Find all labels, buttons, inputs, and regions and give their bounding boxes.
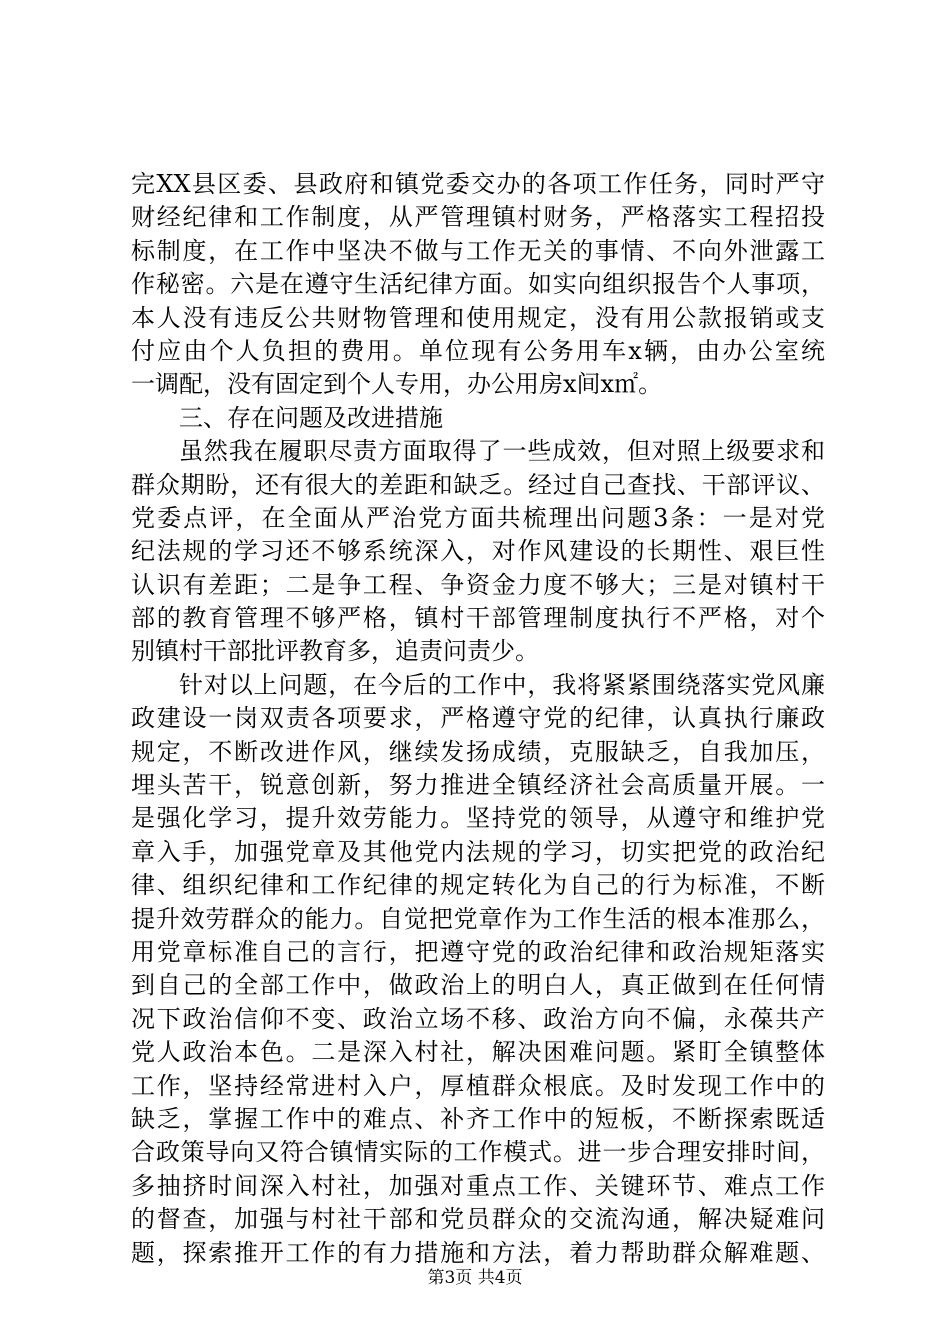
text-line: 作秘密。六是在遵守生活纪律方面。如实向组织报告个人事项， bbox=[131, 270, 825, 299]
text-line: 财经纪律和工作制度，从严管理镇村财务，严格落实工程招投 bbox=[131, 203, 825, 232]
text-line: 到自己的全部工作中，做政治上的明白人，真正做到在任何情 bbox=[131, 971, 825, 1000]
text-line: 埋头苦干，锐意创新，努力推进全镇经济社会高质量开展。一 bbox=[131, 771, 825, 800]
text-line: 规定，不断改进作风，继续发扬成绩，克服缺乏，自我加压， bbox=[131, 737, 825, 766]
text-line: 合政策导向又符合镇情实际的工作模式。进一步合理安排时间， bbox=[131, 1138, 825, 1167]
body-text bbox=[131, 168, 825, 1270]
text-line: 律、组织纪律和工作纪律的规定转化为自己的行为标准，不断 bbox=[131, 871, 825, 900]
text-line: 针对以上问题，在今后的工作中，我将紧紧围绕落实党风廉 bbox=[179, 670, 825, 699]
text-line: 党委点评，在全面从严治党方面共梳理出问题3条：一是对党 bbox=[131, 503, 825, 532]
text-line: 虽然我在履职尽责方面取得了一些成效，但对照上级要求和 bbox=[179, 437, 825, 466]
text-line: 缺乏，掌握工作中的难点、补齐工作中的短板，不断探索既适 bbox=[131, 1104, 825, 1133]
text-line: 一调配，没有固定到个人专用，办公用房x间x㎡。 bbox=[131, 370, 663, 399]
text-line: 章入手，加强党章及其他党内法规的学习，切实把党的政治纪 bbox=[131, 837, 825, 866]
text-line: 况下政治信仰不变、政治立场不移、政治方向不偏，永葆共产 bbox=[131, 1004, 825, 1033]
text-line: 工作，坚持经常进村入户，厚植群众根底。及时发现工作中的 bbox=[131, 1071, 825, 1100]
text-line: 本人没有违反公共财物管理和使用规定，没有用公款报销或支 bbox=[131, 303, 825, 332]
text-line: 标制度，在工作中坚决不做与工作无关的事情、不向外泄露工 bbox=[131, 236, 825, 265]
text-line: 提升效劳群众的能力。自觉把党章作为工作生活的根本准那么， bbox=[131, 904, 825, 933]
text-line: 认识有差距；二是争工程、争资金力度不够大；三是对镇村干 bbox=[131, 570, 825, 599]
text-line: 多抽挤时间深入村社，加强对重点工作、关键环节、难点工作 bbox=[131, 1171, 825, 1200]
text-line: 政建设一岗双责各项要求，严格遵守党的纪律，认真执行廉政 bbox=[131, 704, 825, 733]
text-line: 付应由个人负担的费用。单位现有公务用车x辆，由办公室统 bbox=[131, 336, 825, 365]
text-line: 群众期盼，还有很大的差距和缺乏。经过自己查找、干部评议、 bbox=[131, 470, 825, 499]
text-line: 用党章标准自己的言行，把遵守党的政治纪律和政治规矩落实 bbox=[131, 937, 825, 966]
text-line: 的督查，加强与村社干部和党员群众的交流沟通，解决疑难问 bbox=[131, 1205, 825, 1234]
text-line: 三、存在问题及改进措施 bbox=[179, 403, 443, 432]
text-line: 党人政治本色。二是深入村社，解决困难问题。紧盯全镇整体 bbox=[131, 1038, 825, 1067]
text-line: 完XX县区委、县政府和镇党委交办的各项工作任务，同时严守 bbox=[131, 170, 825, 198]
text-line: 别镇村干部批评教育多，追责问责少。 bbox=[131, 637, 539, 666]
text-line: 纪法规的学习还不够系统深入，对作风建设的长期性、艰巨性 bbox=[131, 537, 825, 566]
text-line: 题，探索推开工作的有力措施和方法，着力帮助群众解难题、 bbox=[131, 1238, 825, 1267]
text-line: 部的教育管理不够严格，镇村干部管理制度执行不严格，对个 bbox=[131, 604, 825, 633]
text-line: 是强化学习，提升效劳能力。坚持党的领导，从遵守和维护党 bbox=[131, 804, 825, 833]
page-footer: 第3页 共4页 bbox=[427, 1268, 523, 1288]
